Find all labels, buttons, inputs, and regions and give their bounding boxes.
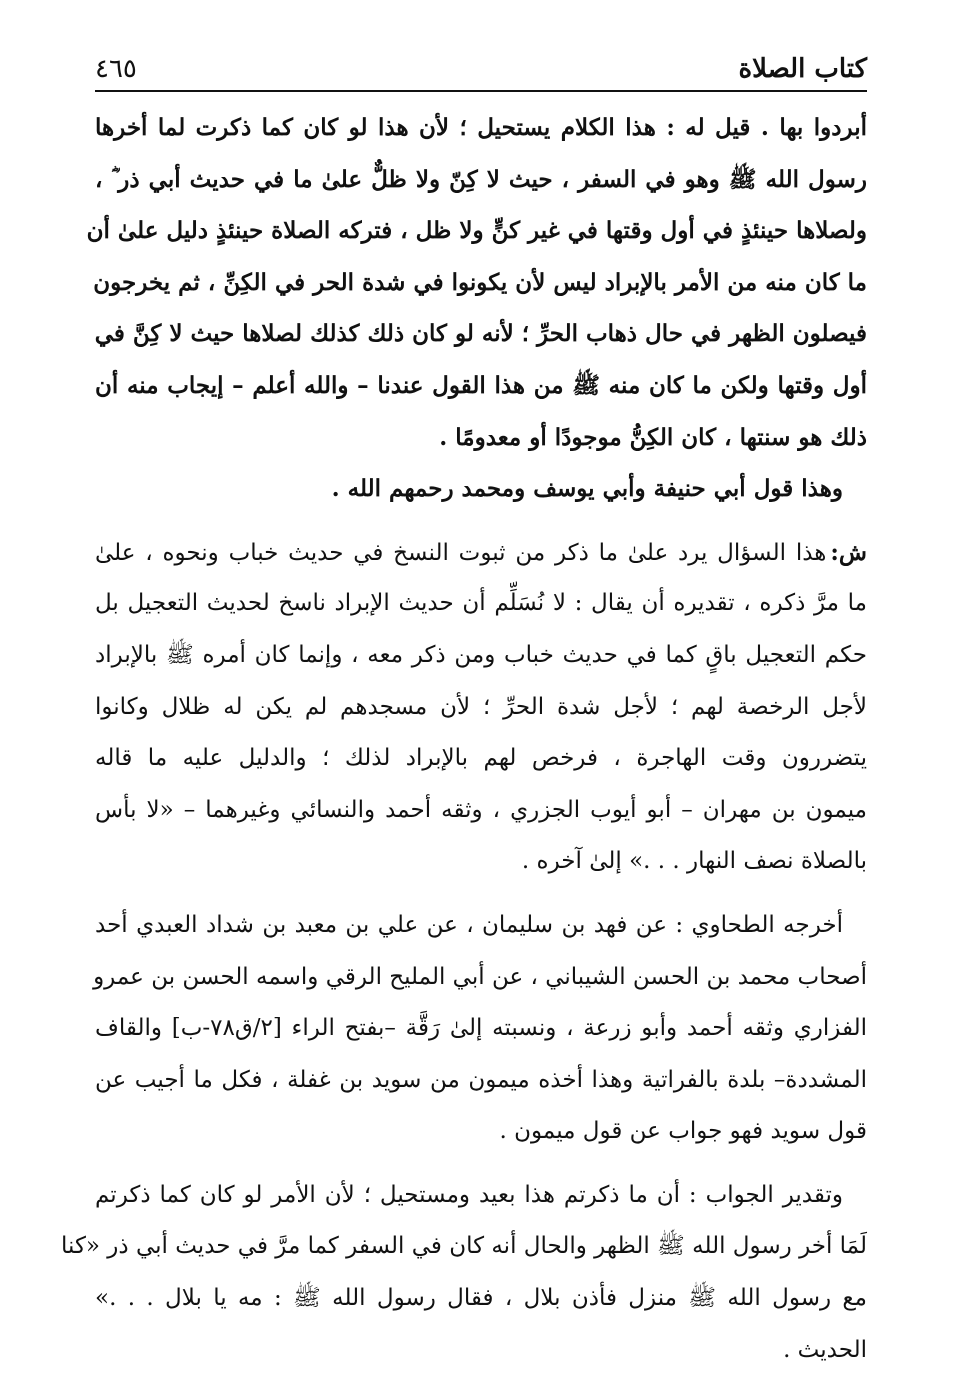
- text-line: حكم التعجيل باقٍ كما في حديث خباب ومن ذكر معه ، وإنما كان أمره ﷺ بالإبراد: [95, 641, 867, 668]
- text-line: قول سويد فهو جواب عن قول ميمون .: [499, 1118, 867, 1145]
- text-line: الفزاري وثقه أحمد وأبو زرعة ، ونسبته إلىٰ رَقَّة –بفتح الراء [٢/ق٧٨-ب] والقاف: [95, 1015, 867, 1042]
- text-line: [95, 527, 867, 579]
- spacer: [95, 1158, 867, 1170]
- text-line: ذلك هو سنتها ، كان الكِنُّ موجودًا أو معدومًا .: [439, 423, 867, 451]
- spacer: [95, 888, 867, 900]
- text-line: بالصلاة نصف النهار . . .» إلىٰ آخره .: [521, 848, 867, 875]
- commentary-label: ش:: [830, 538, 867, 566]
- page: [61, 28, 867, 1376]
- page-header: [95, 28, 867, 92]
- page-number: ٤٦٥: [95, 54, 137, 84]
- paragraph-answer: [61, 1170, 867, 1376]
- text-line: مع رسول الله ﷺ منزل فأذن بلال ، فقال رسول الله ﷺ : مه يا بلال . . .»: [95, 1285, 867, 1312]
- text-line: ولصلاها حينئذٍ في أول وقتها في غير كنٍّ ولا ظل ، فتركه الصلاة حينئذٍ دليل علىٰ أن: [86, 217, 867, 245]
- paragraph-quote: [86, 102, 867, 463]
- text-line: الحديث .: [783, 1336, 867, 1363]
- text-line: يتضررون وقت الهاجرة ، فرخص لهم بالإبراد لذلك ؛ والدليل عليه ما قاله: [95, 745, 867, 772]
- text-line: وهذا قول أبي حنيفة وأبي يوسف ومحمد رحمهم الله .: [331, 475, 843, 503]
- chapter-title: كتاب الصلاة: [738, 54, 867, 84]
- text-line: ميمون بن مهران – أبو أيوب الجزري ، وثقه أحمد والنسائي وغيرهما – «لا بأس: [95, 796, 867, 823]
- text-line-content: هذا السؤال يرد علىٰ ما ذكر من ثبوت النسخ في حديث خباب ونحوه ، علىٰ: [95, 539, 827, 566]
- text-line: أول وقتها ولكن ما كان منه ﷺ من هذا القول عندنا – والله أعلم – إيجاب منه أن: [95, 371, 867, 399]
- text-line: فيصلون الظهر في حال ذهاب الحرِّ ؛ لأنه لو كان ذلك كذلك لصلاها حيث لا كِنَّ في: [94, 320, 867, 348]
- paragraph-commentary: [95, 527, 867, 888]
- body-text: [61, 102, 867, 1376]
- text-line: أخرجه الطحاوي : عن فهد بن سليمان ، عن علي بن معبد بن شداد العبدي أحد: [95, 911, 843, 938]
- text-line: أصحاب محمد بن الحسن الشيباني ، عن أبي المليح الرقي واسمه الحسن بن عمرو: [93, 963, 867, 990]
- text-line: رسول الله ﷺ وهو في السفر ، حيث لا كِنّ ولا ظلٌّ علىٰ ما في حديث أبي ذر ؓ ،: [95, 165, 867, 193]
- text-line: لَمَا أخر رسول الله ﷺ الظهر والحال أنه كان في السفر كما مرَّ في حديث أبي ذر «كنا: [61, 1233, 867, 1260]
- text-line: لأجل الرخصة لهم ؛ لأجل شدة الحرِّ ؛ لأن مسجدهم لم يكن له ظلال وكانوا: [95, 693, 867, 720]
- paragraph-attribution: [95, 463, 867, 515]
- text-line: المشددة– بلدة بالفراتية وهذا أخذه ميمون من سويد بن غفلة ، فكل ما أجيب عن: [95, 1066, 867, 1093]
- text-line: أبردوا بها . قيل له : هذا الكلام يستحيل ؛ لأن هذا لو كان كما ذكرت لما أخرها: [95, 114, 867, 141]
- text-line: ما مرَّ ذكره ، تقديره أن يقال : لا نُسَلِّم أن حديث الإبراد ناسخ لحديث التعجيل بل: [95, 590, 867, 617]
- paragraph-takhrij: [95, 900, 867, 1158]
- text-line: ما كان منه من الأمر بالإبراد ليس لأن يكونوا في شدة الحر في الكِنِّ ، ثم يخرجون: [93, 268, 867, 296]
- spacer: [95, 515, 867, 527]
- text-line: وتقدير الجواب : أن ما ذكرتم هذا بعيد ومستحيل ؛ لأن الأمر لو كان كما ذكرتم: [95, 1181, 843, 1208]
